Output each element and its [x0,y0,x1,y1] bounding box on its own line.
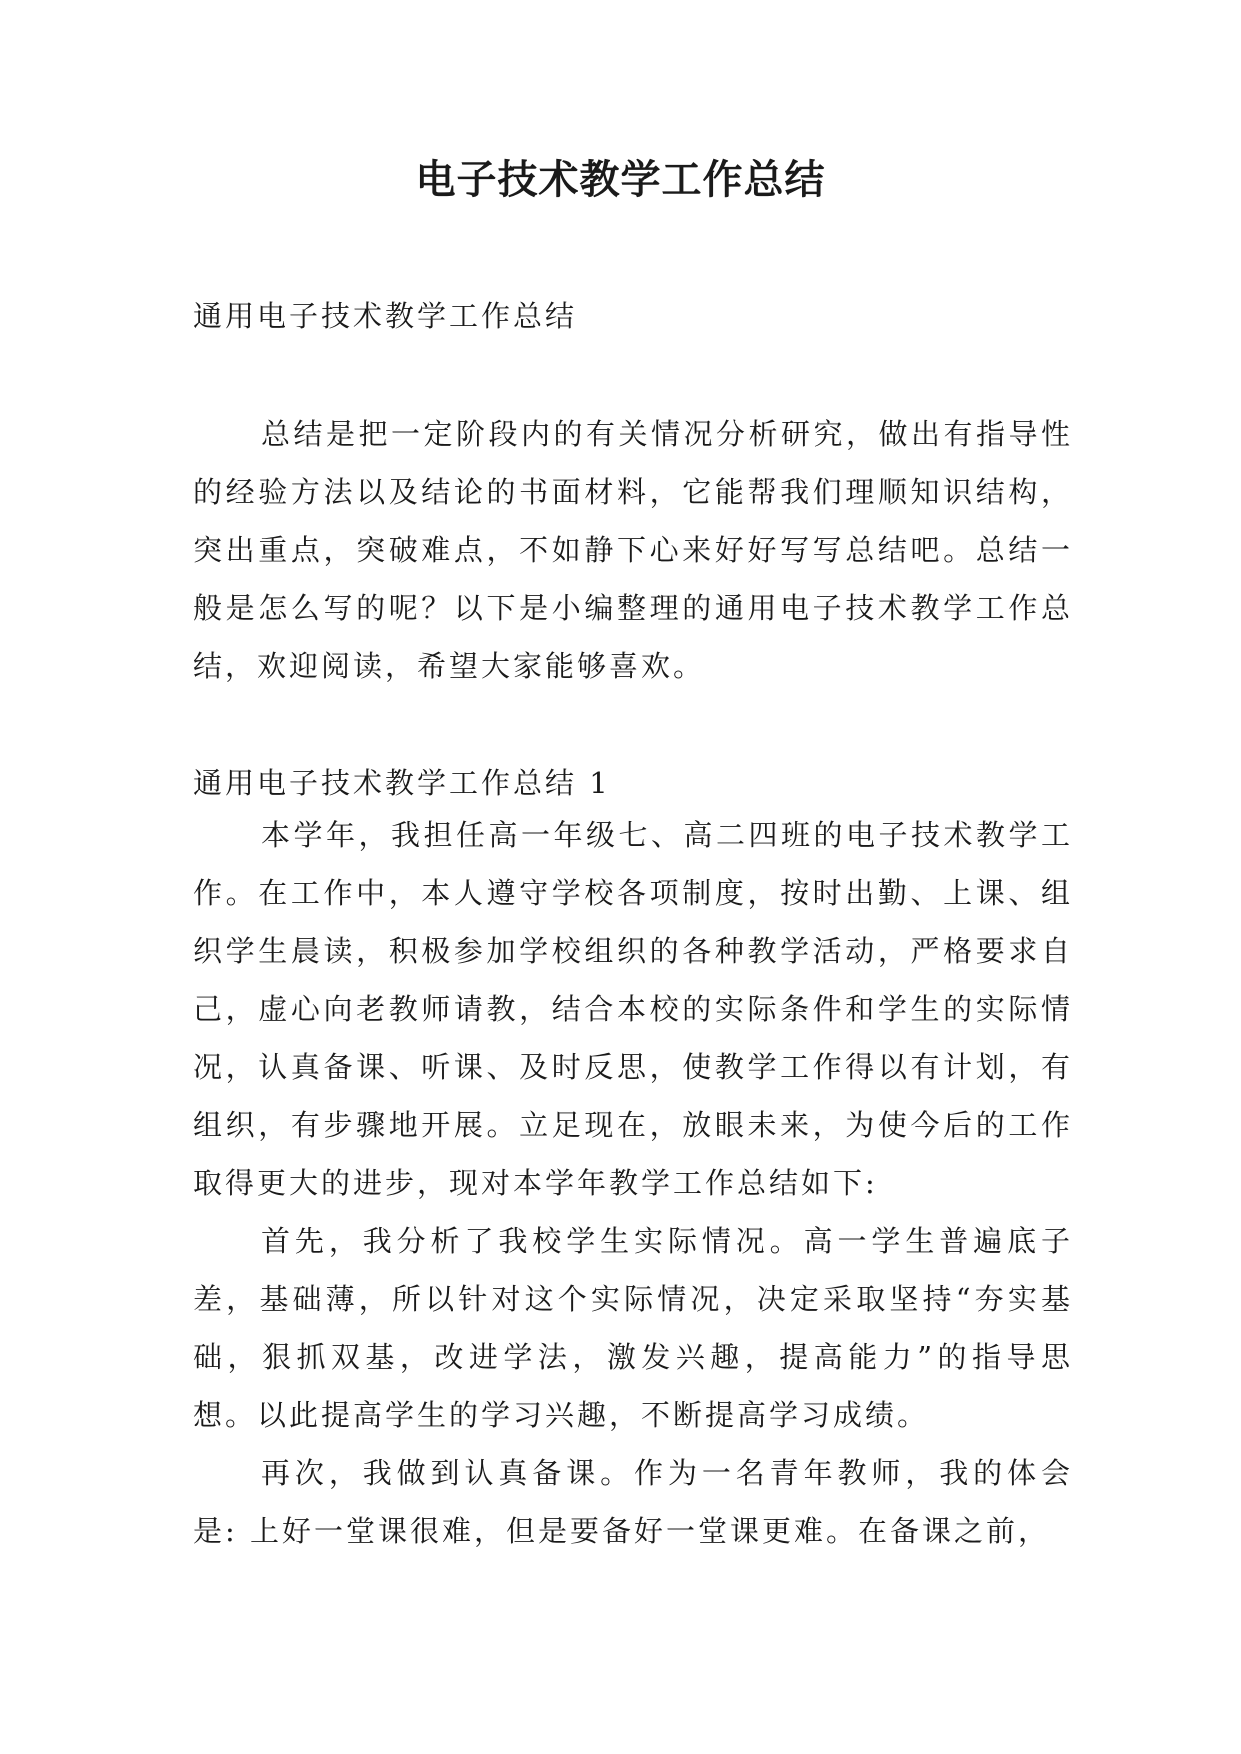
body-paragraph: 再次，我做到认真备课。作为一名青年教师，我的体会是: 上好一堂课很难，但是要备好一堂课更难。在备课之前， [193,1456,1073,1548]
document-subtitle: 通用电子技术教学工作总结 [193,299,578,333]
body-paragraph: 本学年，我担任高一年级七、高二四班的电子技术教学工作。在工作中，本人遵守学校各项制度，按时出勤、上课、组织学生晨读，积极参加学校组织的各种教学活动，严格要求自己，虚心向老教师请教，结合本校的实际条件和学生的实际情况，认真备课、听课、及时反思，使教学工作得以有计划，有组织，有步骤地开展。立足现在，放眼未来，为使今后的工作取得更大的进步，现对本学年教学工作总结如下: [193,818,1073,1200]
body-paragraph: 首先，我分析了我校学生实际情况。高一学生普遍底子差，基础薄，所以针对这个实际情况，决定采取坚持“夯实基础，狠抓双基，改进学法，激发兴趣，提高能力”的指导思想。以此提高学生的学习兴趣，不断提高学习成绩。 [193,1224,1073,1432]
document-title: 电子技术教学工作总结 [415,157,826,203]
intro-paragraph: 总结是把一定阶段内的有关情况分析研究，做出有指导性的经验方法以及结论的书面材料，它能帮我们理顺知识结构，突出重点，突破难点，不如静下心来好好写写总结吧。总结一般是怎么写的呢？以下是小编整理的通用电子技术教学工作总结，欢迎阅读，希望大家能够喜欢。 [193,417,1073,683]
section-heading: 通用电子技术教学工作总结 1 [193,766,611,800]
